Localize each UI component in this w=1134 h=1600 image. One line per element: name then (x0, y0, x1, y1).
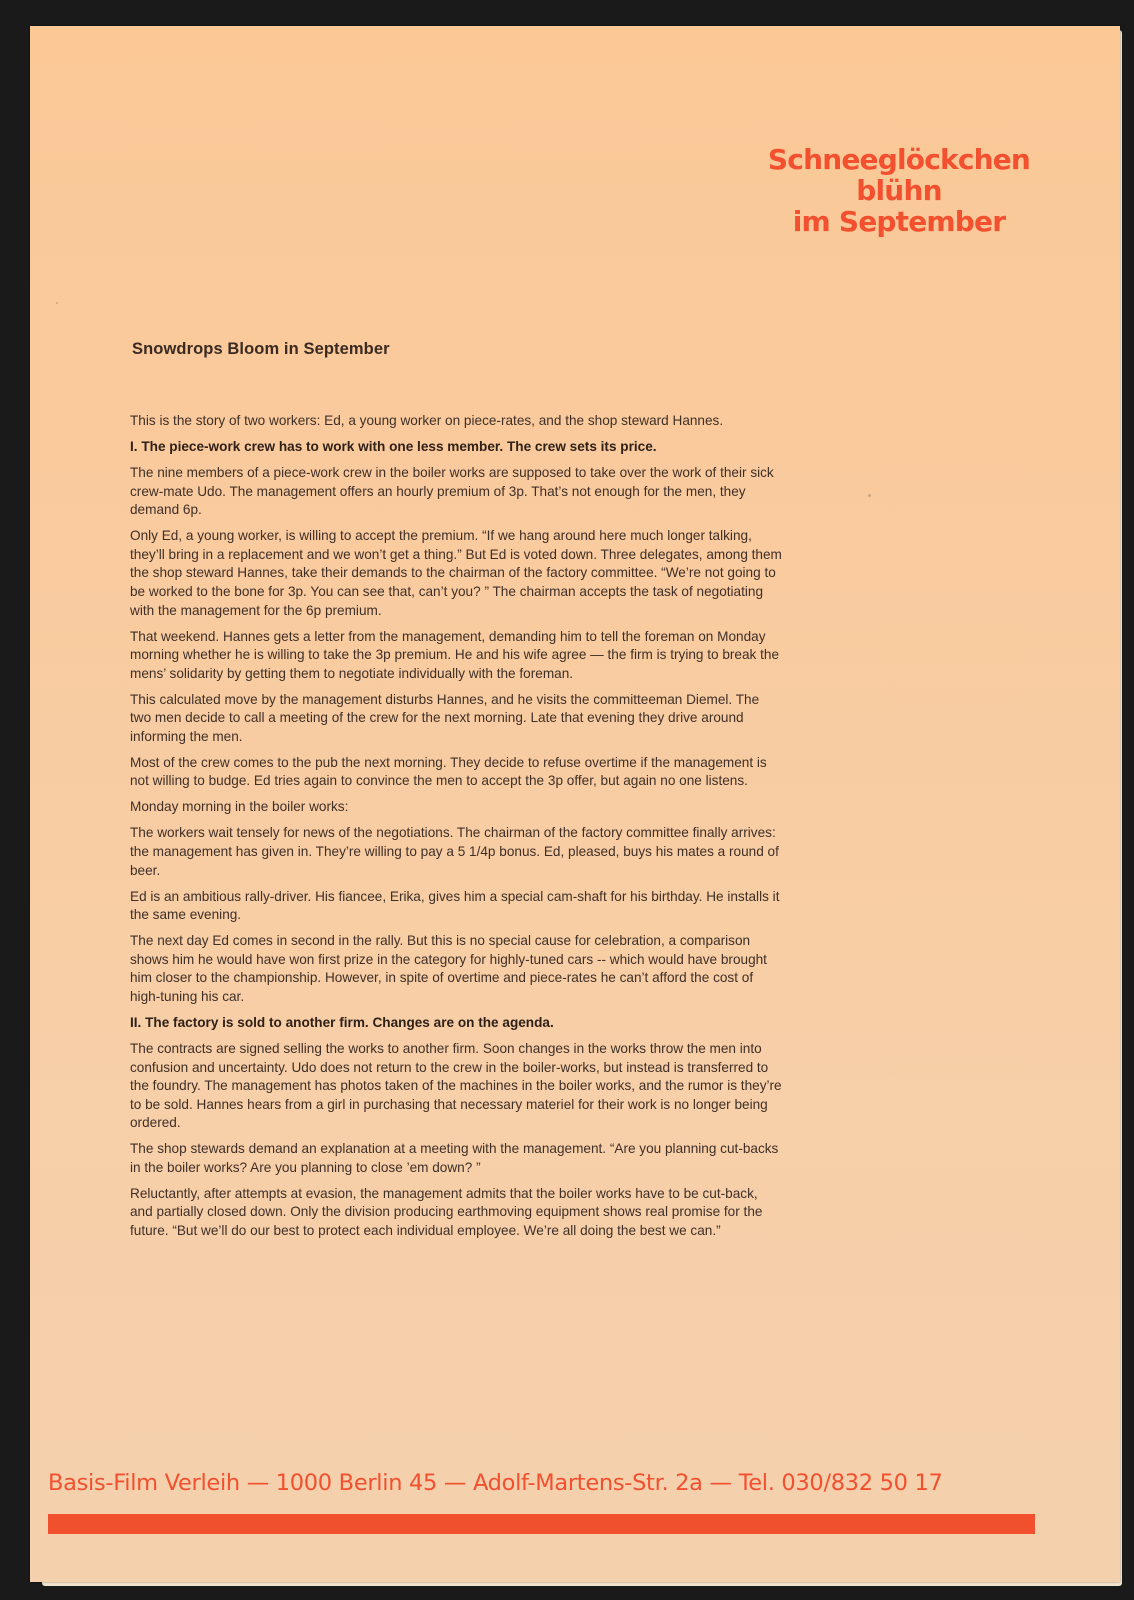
german-title-line-2: blühn (856, 174, 942, 207)
paragraph: Monday morning in the boiler works: (130, 799, 349, 815)
paragraph: The contracts are signed selling the works to another firm. Soon changes in the works throw the men into confusion and uncertainty. Udo does not return to the crew in the boiler-works, but instead is transferred to the foundry. The management has photos taken of the machines in the boiler works, and the rumor is they’re to be sold. Hannes hears from a girl in purchasing that necessary materiel for their work is no longer being ordered. (130, 1040, 782, 1131)
section-heading: II. The factory is sold to another firm. Changes are on the agenda. (130, 1014, 554, 1030)
german-title (734, 144, 1064, 237)
english-title: Snowdrops Bloom in September (132, 340, 390, 358)
paragraph: This is the story of two workers: Ed, a young worker on piece-rates, and the shop steward Hannes. (130, 413, 724, 428)
paragraph: This calculated move by the management disturbs Hannes, and he visits the committeeman Diemel. The two men decide to call a meeting of the crew for the next morning. Late that evening they drive around informing the men. (130, 691, 760, 744)
section-heading: I. The piece-work crew has to work with one less member. The crew sets its price. (130, 438, 657, 454)
paragraph: Only Ed, a young worker, is willing to accept the premium. “If we hang around here much longer talking, they’ll bring in a replacement and we won’t get a thing.” But Ed is voted down. Three delegates, among them the shop steward Hannes, take their demands to the chairman of the factory committee. “We’re not going to be worked to the bone for 3p. You can see that, can’t you? ” The chairman accepts the task of negotiating with the management for the 6p premium. (130, 528, 782, 618)
distributor-footer: Basis-Film Verleih — 1000 Berlin 45 — Adolf-Martens-Str. 2a — Tel. 030/832 50 17 (48, 1470, 943, 1496)
paragraph: The workers wait tensely for news of the negotiations. The chairman of the factory committee finally arrives: the management has given in. They’re willing to pay a 5 1/4p bonus. Ed, pleased, buys his mates a round of beer. (130, 825, 779, 878)
paragraph: The nine members of a piece-work crew in the boiler works are supposed to take over the work of their sick crew-mate Udo. The management offers an hourly premium of 3p. That’s not enough for the men, they demand 6p. (130, 464, 774, 518)
footer-color-bar (48, 1514, 1035, 1534)
document-page (30, 26, 1120, 1582)
german-title-line-3: im September (792, 205, 1006, 238)
paragraph: Ed is an ambitious rally-driver. His fiancee, Erika, gives him a special cam-shaft for his birthday. He installs it the same evening. (130, 888, 780, 923)
synopsis-body (130, 412, 782, 1248)
paper-speck (868, 494, 871, 497)
paper-speck (56, 302, 58, 304)
paragraph: Reluctantly, after attempts at evasion, the management admits that the boiler works have to be cut-back, and partially closed down. Only the division producing earthmoving equipment shows real promise for the future. “But we’ll do our best to protect each individual employee. We’re all doing the best we can.” (130, 1185, 763, 1239)
paragraph: The next day Ed comes in second in the rally. But this is no special cause for celebration, a comparison shows him he would have won first prize in the category for highly-tuned cars -- which would have brought him closer to the championship. However, in spite of overtime and piece-rates he can’t afford the cost of high-tuning his car. (130, 933, 767, 1004)
paragraph: Most of the crew comes to the pub the next morning. They decide to refuse overtime if the management is not willing to budge. Ed tries again to convince the men to accept the 3p offer, but again no one listens. (130, 754, 767, 789)
paragraph: That weekend. Hannes gets a letter from the management, demanding him to tell the foreman on Monday morning whether he is willing to take the 3p premium. He and his wife agree — the firm is trying to break the mens’ solidarity by getting them to negotiate individually with the foreman. (130, 628, 780, 681)
paragraph: The shop stewards demand an explanation at a meeting with the management. “Are you planning cut-backs in the boiler works? Are you planning to close ’em down? ” (130, 1141, 779, 1175)
german-title-line-1: Schneeglöckchen (767, 143, 1031, 176)
